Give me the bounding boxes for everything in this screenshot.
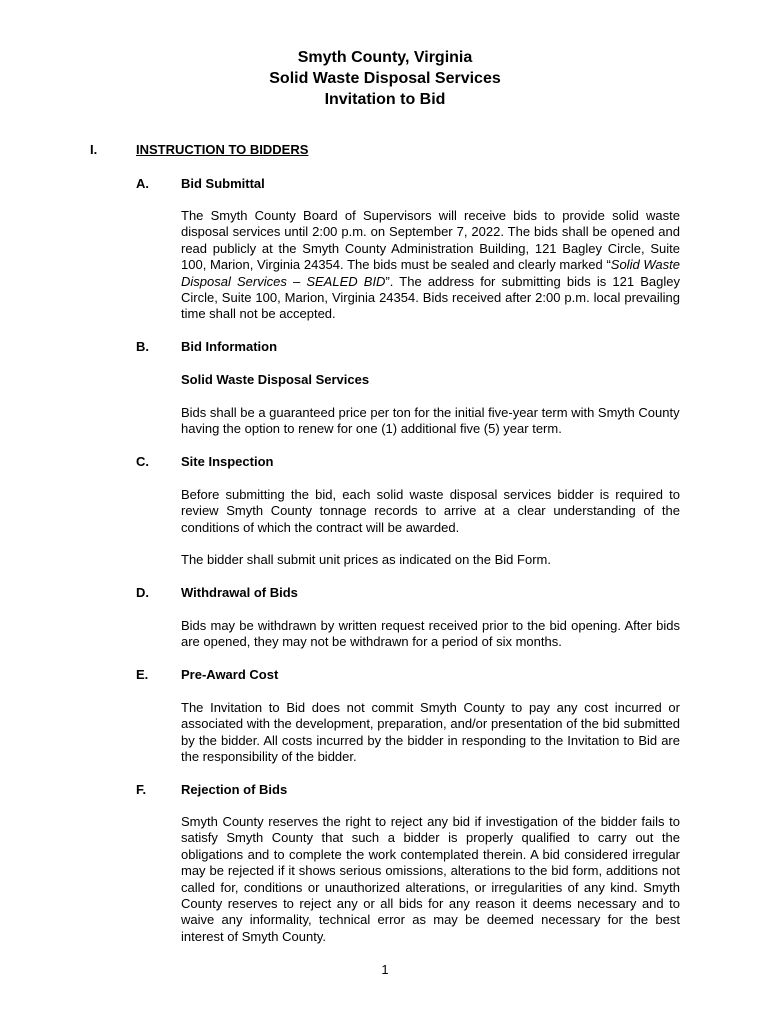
subsection-a-sealed-marking: Solid Waste Disposal Services – SEALED BID bbox=[181, 257, 680, 289]
section-number: I. bbox=[90, 142, 98, 157]
subsection-c-paragraph-2: The bidder shall submit unit prices as indicated on the Bid Form. bbox=[181, 552, 551, 567]
subsection-a-title: Bid Submittal bbox=[181, 176, 265, 191]
document-title-type: Invitation to Bid bbox=[324, 91, 446, 108]
subsection-d-paragraph: Bids may be withdrawn by written request received prior to the bid opening. After bids are opened, they may not be withdrawn for a period of six months. bbox=[181, 618, 680, 650]
subsection-e-paragraph: The Invitation to Bid does not commit Smyth County to pay any cost incurred or associated with the development, preparation, and/or presentation of the bid submitted by the bidder. All costs incurred by the bidder in responding to the Invitation to Bid are the responsibility of the bidder. bbox=[181, 700, 680, 765]
subsection-b-letter: B. bbox=[136, 339, 149, 354]
document-title-service: Solid Waste Disposal Services bbox=[269, 70, 501, 87]
subsection-e-title: Pre-Award Cost bbox=[181, 667, 279, 682]
subsection-b-title: Bid Information bbox=[181, 339, 278, 354]
subsection-d-title: Withdrawal of Bids bbox=[181, 585, 298, 600]
section-title: INSTRUCTION TO BIDDERS bbox=[136, 142, 309, 157]
subsection-c-title: Site Inspection bbox=[181, 454, 274, 469]
subsection-f-paragraph: Smyth County reserves the right to reject any bid if investigation of the bidder fails to satisfy Smyth County that such a bidder is properly qualified to carry out the obligations and to complete the work contemplated therein. A bid considered irregular may be rejected if it shows serious omissions, alterations to the bid form, additions not called for, conditions or unauthorized alterations, or irregularities of any kind. Smyth County reserves to reject any or all bids for any reason it deems necessary and to waive any informality, technical error as may be deemed necessary for the best interest of Smyth County. bbox=[181, 814, 680, 944]
subsection-a-paragraph bbox=[181, 208, 680, 323]
subsection-c-paragraph-1: Before submitting the bid, each solid waste disposal services bidder is required to review Smyth County tonnage records to arrive at a clear understanding of the conditions of which the contract will be awarded. bbox=[181, 487, 680, 535]
page-number: 1 bbox=[381, 962, 389, 977]
subsection-f-title: Rejection of Bids bbox=[181, 782, 288, 797]
subsection-f-letter: F. bbox=[136, 782, 147, 797]
subsection-e-letter: E. bbox=[136, 667, 149, 682]
subsection-a-text-after: ”. The address for submitting bids is 121 Bagley Circle, Suite 100, Marion, Virginia 24354. Bids received after 2:00 p.m. local prevailing time shall not be accepted. bbox=[181, 273, 680, 322]
subsection-b-subtitle: Solid Waste Disposal Services bbox=[181, 372, 370, 387]
subsection-c-letter: C. bbox=[136, 454, 149, 469]
subsection-a-letter: A. bbox=[136, 176, 149, 191]
subsection-a-text-before: The Smyth County Board of Supervisors will receive bids to provide solid waste disposal services until 2:00 p.m. on September 7, 2022. The bids shall be opened and read publicly at the Smyth County Administration Building, 121 Bagley Circle, Suite 100, Marion, Virginia 24354. The bids must be sealed and clearly marked “ bbox=[181, 208, 680, 273]
subsection-d-letter: D. bbox=[136, 585, 149, 600]
subsection-b-paragraph: Bids shall be a guaranteed price per ton for the initial five-year term with Smyth County having the option to renew for one (1) additional five (5) year term. bbox=[181, 405, 680, 437]
document-title-county: Smyth County, Virginia bbox=[297, 49, 473, 66]
